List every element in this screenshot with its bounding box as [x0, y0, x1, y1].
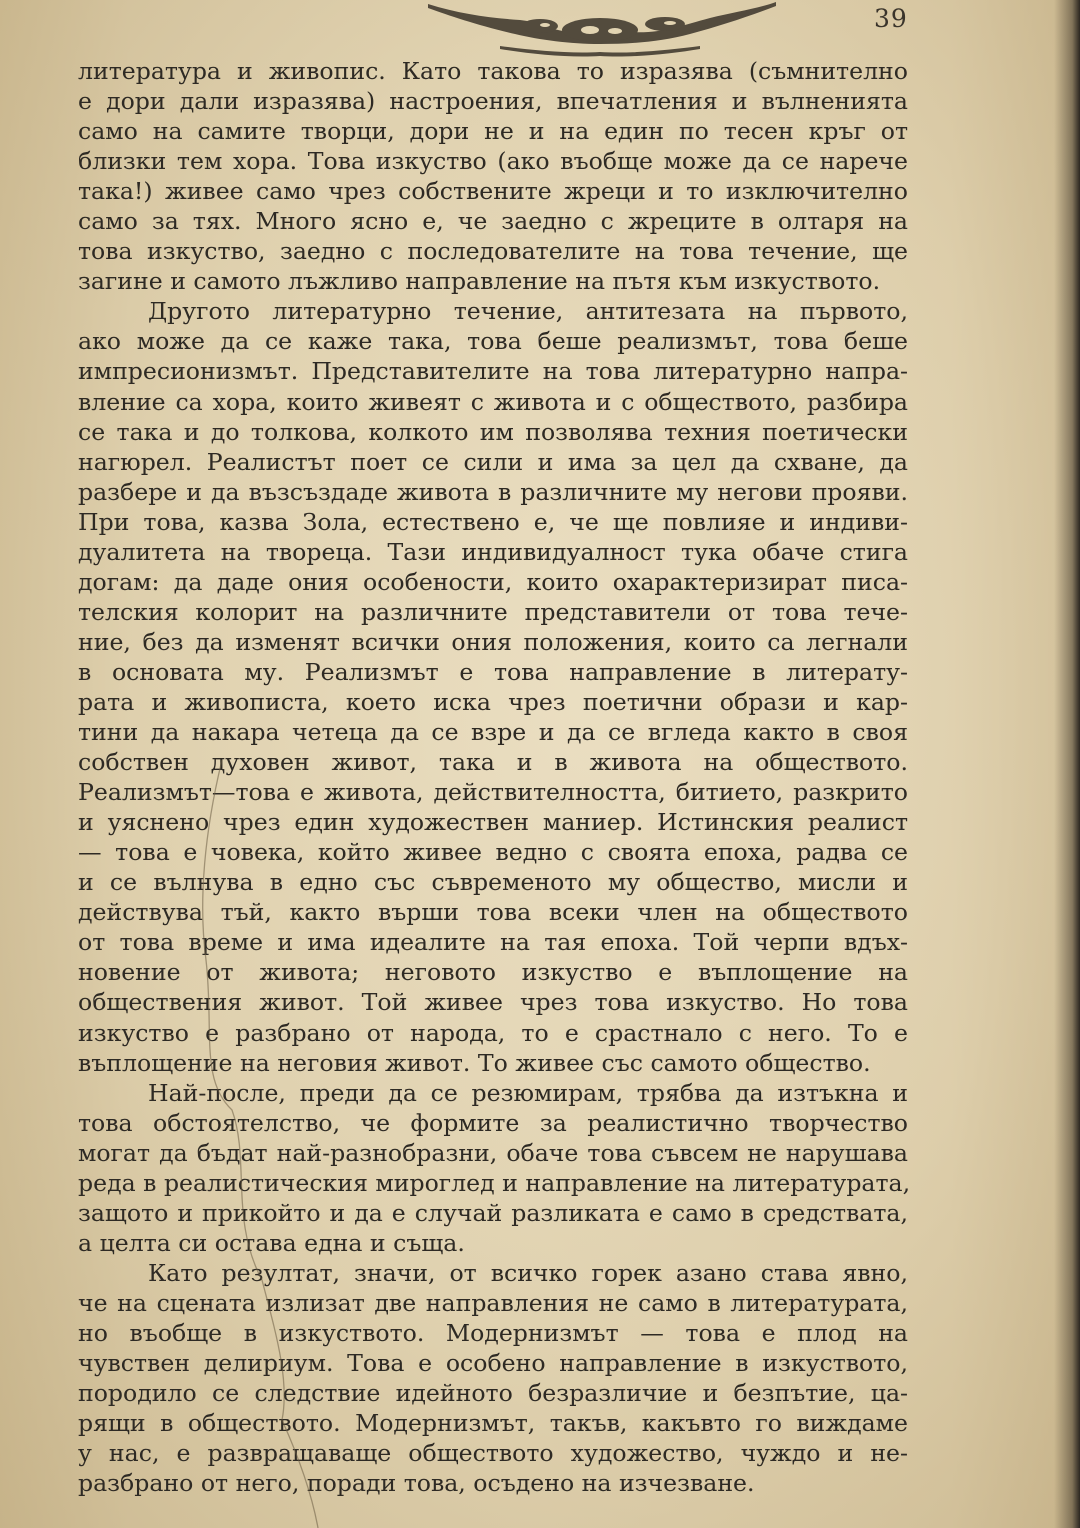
text-line: и се вълнува в едно със съвременото му общество, мисли и — [78, 868, 908, 897]
text-line: това обстоятелство, че формите за реалистично творчество — [78, 1108, 908, 1137]
text-line: е дори дали изразява) настроения, впечатления и вълненията — [78, 87, 908, 116]
text-line: новение от живота; неговото изкуство е въплощение на — [78, 958, 908, 987]
text-line: чувствен делириум. Това е особено направление в изкуството, — [78, 1349, 908, 1378]
text-line: разбрано от него, поради това, осъдено на изчезване. — [78, 1469, 755, 1498]
page-number: 39 — [874, 4, 908, 33]
text-line: дуалитета на твореца. Тази индивидуалност тука обаче стига — [78, 537, 908, 566]
text-line: близки тем хора. Това изкуство (ако въобще може да се нарече — [78, 147, 908, 176]
text-line: импресионизмът. Представителите на това литературно напра- — [78, 357, 908, 386]
text-line: само на самите творци, дори не и на един по тесен кръг от — [78, 117, 908, 146]
text-line: вление са хора, които живеят с живота и с обществото, разбира — [78, 387, 908, 416]
text-line: а целта си остава една и съща. — [78, 1228, 465, 1257]
text-line: от това време и има идеалите на тая епоха. Той черпи вдъх- — [78, 928, 908, 957]
text-line: При това, казва Зола, естествено е, че ще повлияе и индиви- — [78, 507, 908, 536]
text-line: у нас, е развращаваще обществото художество, чуждо и не- — [78, 1439, 908, 1468]
text-line: Другото литературно течение, антитезата на първото, — [148, 297, 908, 326]
text-line: разбере и да възсъздаде живота в различните му негови прояви. — [78, 477, 908, 506]
text-line: въплощение на неговия живот. То живее със самото общество. — [78, 1048, 871, 1077]
text-line: нагюрел. Реалистът поет се сили и има за цел да схване, да — [78, 447, 908, 476]
text-line: но въобще в изкуството. Модернизмът — това е плод на — [78, 1318, 908, 1347]
text-line: само за тях. Много ясно е, че заедно с жреците в олтаря на — [78, 207, 908, 236]
text-line: собствен духовен живот, така и в живота на обществото. — [78, 748, 908, 777]
text-line: в основата му. Реализмът е това направление в литерату- — [78, 657, 908, 686]
text-line: реда в реалистическия мироглед и направление на литературата, — [78, 1168, 911, 1197]
text-line: защото и прикойто и да е случай разликата е само в средствата, — [78, 1198, 908, 1227]
text-line: породило се следствие идейното безразличие и безпътие, ца- — [78, 1379, 908, 1408]
text-line: рящи в обществото. Модернизмът, такъв, какъвто го виждаме — [78, 1409, 908, 1438]
text-line: ако може да се каже така, това беше реализмът, това беше — [78, 327, 908, 356]
text-line: се така и до толкова, колкото им позволява техния поетически — [78, 417, 908, 446]
text-line: така!) живее само чрез собствените жреци и то изключително — [78, 177, 908, 206]
text-line: че на сцената излизат две направления не само в литературата, — [78, 1288, 908, 1317]
text-line: догам: да даде ония особености, които охарактеризират писа- — [78, 567, 908, 596]
text-line: могат да бъдат най-разнобразни, обаче това съвсем не нарушава — [78, 1138, 908, 1167]
text-line: рата и живописта, което иска чрез поетични образи и кар- — [78, 687, 908, 716]
text-line: телския колорит на различните представители от това тече- — [78, 597, 908, 626]
text-line: действува тъй, както върши това всеки член на обществото — [78, 898, 908, 927]
text-line: Като резултат, значи, от всичко горек азано става явно, — [148, 1258, 908, 1287]
text-line: това изкуство, заедно с последователите на това течение, ще — [78, 237, 908, 266]
text-line: — това е човека, който живее ведно с своята епоха, радва се — [78, 838, 908, 867]
text-line: ние, без да изменят всички ония положения, които са легнали — [78, 627, 908, 656]
text-line: изкуство е разбрано от народа, то е срастнало с него. То е — [78, 1018, 908, 1047]
text-line: обществения живот. Той живее чрез това изкуство. Но това — [78, 988, 908, 1017]
text-line: Най-после, преди да се резюмирам, трябва да изтъкна и — [148, 1078, 908, 1107]
text-line: загине и самото лъжливо направление на пътя към изкуството. — [78, 267, 881, 296]
text-line: и уяснено чрез един художествен маниер. Истинския реалист — [78, 808, 908, 837]
text-line: тини да накара четеца да се взре и да се вгледа както в своя — [78, 718, 908, 747]
text-line: литература и живопис. Като такова то изразява (съмнително — [78, 57, 908, 85]
text-line: Реализмът—това е живота, действителността, битието, разкрито — [78, 778, 908, 807]
